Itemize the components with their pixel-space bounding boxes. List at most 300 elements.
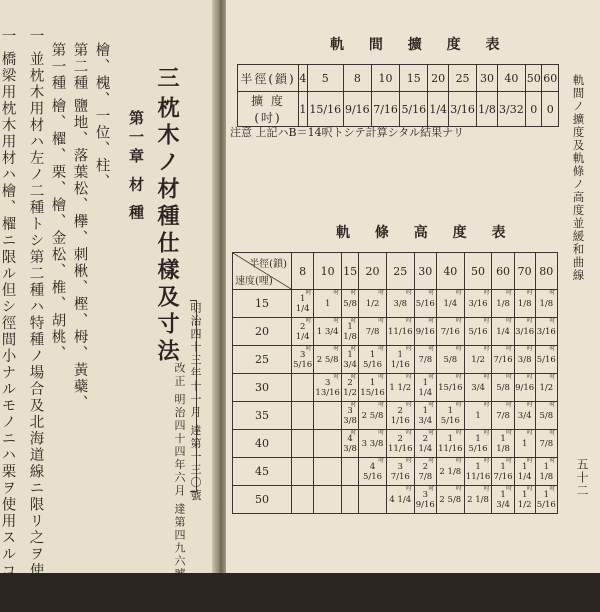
table1-value: 3/16 [448, 92, 476, 127]
table2-row [233, 374, 558, 402]
table2-value: 2 1/4 [295, 321, 310, 342]
table2-value: 1 15/16 [360, 377, 385, 398]
table2-cell [514, 318, 535, 346]
left-col-1: 一 橋梁用枕木用材ハ檜、櫂ニ限ル但シ徑間小ナルモノニハ栗ヲ使用スルコト [0, 28, 16, 596]
table2-unit-cap: 吋 [456, 290, 462, 296]
table2-value: 1 1/4 [517, 461, 532, 482]
table2-cell [436, 430, 464, 458]
table2-cell [314, 346, 342, 374]
table2-value: 5/16 [536, 354, 556, 365]
table2-unit-cap: 吋 [428, 346, 434, 352]
table2-cell [386, 486, 414, 514]
table2-value: 1/4 [443, 298, 458, 309]
table2-value: 1 [475, 410, 481, 421]
table1-radius: 50 [525, 65, 541, 92]
table2-unit-cap: 吋 [527, 430, 533, 436]
table2-radius: 15 [342, 253, 359, 290]
table2-cell [414, 402, 436, 430]
table2-cell [464, 318, 492, 346]
table2-value: 5/8 [343, 298, 357, 309]
table2-speed: 15 [233, 290, 292, 318]
table2-cell [514, 458, 535, 486]
table2-cell [292, 486, 314, 514]
table2-value: 15/16 [438, 382, 463, 393]
table2-unit-cap: 吋 [406, 430, 412, 436]
table2-cell [514, 374, 535, 402]
table2-cell [292, 346, 314, 374]
table1-radius: 10 [371, 65, 399, 92]
table2-row [233, 318, 558, 346]
table2-value: 7/16 [440, 326, 460, 337]
table2-value: 7/8 [539, 438, 554, 449]
table2-cell [292, 374, 314, 402]
table1-row1-label: 半徑(鎖) [238, 65, 299, 92]
table2-cell [414, 346, 436, 374]
table2-cell [436, 402, 464, 430]
table2-radius: 10 [314, 253, 342, 290]
table2-cell [386, 374, 414, 402]
table2-radius: 70 [514, 253, 535, 290]
table2-cell [359, 346, 387, 374]
table2-unit-cap: 吋 [378, 290, 384, 296]
left-page [0, 0, 220, 612]
table2-row [233, 290, 558, 318]
table2-unit-cap: 吋 [527, 402, 533, 408]
table2-cell [414, 486, 436, 514]
table2-unit-cap: 吋 [506, 290, 512, 296]
table2-value: 7/8 [496, 410, 510, 421]
table2-unit-cap: 吋 [406, 318, 412, 324]
table2-value: 1 5/16 [536, 489, 556, 510]
table2-unit-cap: 吋 [428, 290, 434, 296]
table2-cell [342, 374, 359, 402]
table2-unit-cap: 吋 [549, 290, 555, 296]
table2-cell [436, 374, 464, 402]
table2-unit-cap: 吋 [527, 486, 533, 492]
table2-cell [514, 290, 535, 318]
table2-unit-cap: 吋 [456, 486, 462, 492]
table2-cell [386, 318, 414, 346]
table1-value: 3/32 [497, 92, 525, 127]
table2-cell [342, 290, 359, 318]
table2-speed: 50 [233, 486, 292, 514]
table2-title: 軌 條 高 度 表 [336, 225, 516, 241]
table2-unit-cap: 吋 [456, 458, 462, 464]
table2-unit-cap: 吋 [406, 346, 412, 352]
table2-value: 1 1/4 [418, 377, 433, 398]
table2-value: 5/16 [468, 326, 488, 337]
table2-unit-cap: 吋 [483, 374, 490, 380]
table2-unit-cap: 吋 [406, 486, 412, 492]
table2-radius: 30 [414, 253, 436, 290]
table2-value: 3/8 [393, 298, 408, 309]
table2-unit-cap: 吋 [428, 486, 434, 492]
table2-value: 2 5/8 [361, 410, 384, 421]
table2-value: 1/2 [471, 354, 485, 365]
table2-value: 1 [324, 298, 331, 309]
table1-radius: 40 [497, 65, 525, 92]
table2-value: 3/16 [536, 326, 556, 337]
table2-cell [464, 430, 492, 458]
table2-value: 3 13/16 [315, 377, 340, 398]
gauge-widening-table [237, 64, 559, 127]
table2-unit-cap: 吋 [527, 374, 533, 380]
table2-value: 7/16 [493, 354, 513, 365]
table1-radius: 5 [307, 65, 343, 92]
table2-cell [359, 374, 387, 402]
table2-speed: 25 [233, 346, 292, 374]
table2-cell [314, 486, 342, 514]
table2-value: 2 1/2 [343, 377, 357, 398]
table2-value: 3/16 [468, 298, 488, 309]
table2-cell [464, 374, 492, 402]
table2-cell [492, 486, 514, 514]
table2-row [233, 486, 558, 514]
table2-speed: 35 [233, 402, 292, 430]
table2-value: 3 5/16 [293, 349, 313, 370]
table2-cell [492, 346, 514, 374]
table2-unit-cap: 吋 [350, 290, 357, 296]
table2-unit-cap: 吋 [378, 374, 384, 380]
table2-cell [436, 318, 464, 346]
table2-unit-cap: 吋 [483, 486, 490, 492]
table2-unit-cap: 吋 [305, 290, 312, 296]
section-title: 枕木ノ材種仕樣及寸法 [154, 96, 180, 366]
table2-cell [359, 318, 387, 346]
table2-unit-cap: 吋 [406, 402, 412, 408]
table2-cell [492, 374, 514, 402]
table2-cell [535, 318, 557, 346]
table2-cell [492, 290, 514, 318]
table1-value: 1/8 [477, 92, 498, 127]
table2-unit-cap: 吋 [350, 374, 357, 380]
table2-unit-cap: 吋 [527, 290, 533, 296]
table2-value: 1 1/8 [343, 321, 357, 342]
left-col-3: 第一種 檜、櫂、栗、檜、金松、椎、胡桃、 [49, 42, 66, 363]
table2-corner-radius-label: 半徑(鎖) [249, 259, 287, 270]
table2-unit-cap: 吋 [378, 346, 384, 352]
table2-unit-cap: 吋 [527, 318, 533, 324]
table2-value: 4 3/8 [343, 433, 357, 454]
table2-unit-cap: 吋 [378, 318, 384, 324]
table1-value: 1/4 [428, 92, 449, 127]
table2-cell [535, 374, 557, 402]
table2-cell [386, 458, 414, 486]
table2-value: 5/8 [443, 354, 458, 365]
table2-unit-cap: 吋 [456, 402, 462, 408]
table1-value: 5/16 [400, 92, 428, 127]
table2-value: 1 3/4 [316, 326, 339, 337]
table2-unit-cap: 吋 [350, 318, 357, 324]
table2-cell [492, 318, 514, 346]
table2-unit-cap: 吋 [506, 374, 512, 380]
table1-note: 注意 上記ハB＝14呎トシテ計算シタル結果ナリ [230, 126, 465, 139]
table2-cell [359, 486, 387, 514]
table2-cell [314, 290, 342, 318]
table2-unit-cap: 吋 [428, 374, 434, 380]
table2-unit-cap: 吋 [350, 430, 357, 436]
table1-radius: 60 [542, 65, 559, 92]
table2-radius: 60 [492, 253, 514, 290]
table2-cell [414, 374, 436, 402]
table2-value: 2 1/8 [439, 466, 462, 477]
table2-unit-cap: 吋 [549, 430, 555, 436]
table2-row [233, 430, 558, 458]
table2-value: 1 5/16 [468, 433, 488, 454]
table2-cell [535, 430, 557, 458]
left-col-2: 一 並枕木用材ハ左ノ二種トシ第二種ハ特種ノ場合及北海道線ニ限リ之ヲ使用ス [27, 28, 44, 612]
table2-unit-cap: 吋 [549, 374, 555, 380]
table2-unit-cap: 吋 [378, 458, 384, 464]
table2-value: 2 5/8 [316, 354, 339, 365]
table2-value: 1 3/4 [343, 349, 357, 370]
table2-value: 1/2 [365, 298, 380, 309]
table1-radius: 25 [448, 65, 476, 92]
table2-unit-cap: 吋 [378, 430, 384, 436]
table2-corner [233, 253, 292, 290]
page-number: 五十二 [575, 458, 589, 497]
table2-value: 2 5/8 [439, 494, 462, 505]
table2-unit-cap: 吋 [549, 486, 555, 492]
table2-value: 11/16 [388, 326, 413, 337]
table2-unit-cap: 吋 [506, 346, 512, 352]
table2-row [233, 458, 558, 486]
table2-cell [414, 458, 436, 486]
table1-value: 0 [525, 92, 541, 127]
table2-radius: 50 [464, 253, 492, 290]
table2-cell [514, 430, 535, 458]
table2-cell [386, 346, 414, 374]
table2-unit-cap: 吋 [333, 318, 340, 324]
table2-cell [464, 486, 492, 514]
table2-cell [359, 430, 387, 458]
table2-cell [342, 402, 359, 430]
table2-unit-cap: 吋 [527, 346, 533, 352]
chapter-heading: 第一章 材 種 [127, 110, 145, 224]
table2-cell [535, 290, 557, 318]
table2-cell [436, 486, 464, 514]
table2-unit-cap: 吋 [549, 402, 555, 408]
table2-unit-cap: 吋 [549, 346, 555, 352]
table1-radius: 20 [428, 65, 449, 92]
table2-value: 1 1/4 [295, 293, 310, 314]
table2-radius: 80 [535, 253, 557, 290]
table2-unit-cap: 吋 [350, 346, 357, 352]
table2-unit-cap: 吋 [483, 290, 490, 296]
table2-value: 3/4 [471, 382, 485, 393]
table2-cell [314, 318, 342, 346]
table2-unit-cap: 吋 [506, 318, 512, 324]
table2-cell [292, 458, 314, 486]
table2-unit-cap: 吋 [483, 458, 490, 464]
table1-value: 15/16 [307, 92, 343, 127]
table2-cell [464, 402, 492, 430]
table2-unit-cap: 吋 [428, 318, 434, 324]
table2-unit-cap: 吋 [456, 430, 462, 436]
table2-value: 1/2 [539, 382, 554, 393]
table2-radius: 8 [292, 253, 314, 290]
table2-unit-cap: 吋 [483, 346, 490, 352]
table2-value: 1 7/16 [493, 461, 513, 482]
table2-speed: 20 [233, 318, 292, 346]
table2-unit-cap: 吋 [428, 430, 434, 436]
table2-value: 1/8 [539, 298, 554, 309]
table2-unit-cap: 吋 [483, 402, 490, 408]
table2-unit-cap: 吋 [406, 290, 412, 296]
table1-value: 0 [542, 92, 559, 127]
table2-value: 2 1/16 [390, 405, 410, 426]
table2-cell [514, 346, 535, 374]
table2-value: 4 5/16 [362, 461, 383, 482]
table1-title: 軌 間 擴 度 表 [330, 37, 510, 53]
table2-unit-cap: 吋 [506, 402, 512, 408]
table2-cell [535, 458, 557, 486]
table2-value: 3/4 [517, 410, 532, 421]
table1-row2-label: 擴 度(吋) [238, 92, 299, 127]
table2-value: 5/8 [539, 410, 554, 421]
heading-note-2: 改正 明治四十四年六月 達第四九六號 [173, 362, 186, 581]
table1-value: 7/16 [371, 92, 399, 127]
table2-cell [386, 290, 414, 318]
table2-cell [342, 458, 359, 486]
table2-cell [314, 374, 342, 402]
table1-radius: 8 [343, 65, 371, 92]
table2-cell [492, 430, 514, 458]
table2-value: 7/8 [418, 354, 433, 365]
table2-unit-cap: 吋 [456, 374, 462, 380]
table2-cell [514, 486, 535, 514]
table2-unit-cap: 吋 [406, 374, 412, 380]
table2-cell [386, 402, 414, 430]
table2-cell [514, 402, 535, 430]
table2-radius: 40 [436, 253, 464, 290]
table2-cell [464, 290, 492, 318]
table2-cell [436, 458, 464, 486]
table2-value: 1/8 [517, 298, 532, 309]
table2-cell [492, 402, 514, 430]
table2-value: 1 3/4 [496, 489, 510, 510]
table2-cell [359, 290, 387, 318]
table2-cell [342, 318, 359, 346]
table2-corner-speed-label: 速度(哩) [235, 276, 273, 287]
table1-value: 9/16 [343, 92, 371, 127]
section-number: 三 [154, 66, 180, 93]
table2-row [233, 402, 558, 430]
table2-value: 1 3/4 [418, 405, 433, 426]
table2-unit-cap: 吋 [333, 290, 340, 296]
table2-cell [386, 430, 414, 458]
table2-unit-cap: 吋 [305, 346, 312, 352]
table1-radius: 4 [299, 65, 308, 92]
superelevation-table [232, 252, 558, 514]
table2-cell [314, 458, 342, 486]
table2-value: 3 7/16 [390, 461, 410, 482]
table2-value: 1 1/2 [517, 489, 532, 510]
table2-cell [359, 402, 387, 430]
table2-value: 2 1/8 [467, 494, 489, 505]
table2-value: 3/16 [515, 326, 535, 337]
table2-unit-cap: 吋 [333, 374, 340, 380]
table2-cell [292, 402, 314, 430]
table2-unit-cap: 吋 [506, 486, 512, 492]
table2-cell [414, 290, 436, 318]
table2-value: 5/16 [415, 298, 435, 309]
table2-cell [464, 346, 492, 374]
table2-unit-cap: 吋 [483, 318, 490, 324]
table2-cell [314, 402, 342, 430]
table2-unit-cap: 吋 [378, 402, 384, 408]
table2-unit-cap: 吋 [333, 346, 340, 352]
table2-value: 1 1/16 [390, 349, 410, 370]
table2-cell [492, 458, 514, 486]
table2-unit-cap: 吋 [483, 430, 490, 436]
table2-value: 9/16 [515, 382, 535, 393]
table2-value: 1/8 [496, 298, 510, 309]
page-running-title: 軌間ノ擴度及軌條ノ高度並緩和曲線 [571, 74, 586, 282]
table2-value: 3 9/16 [415, 489, 435, 510]
table2-value: 1 [521, 438, 528, 449]
table2-unit-cap: 吋 [428, 458, 434, 464]
table2-value: 1 5/16 [440, 405, 460, 426]
table2-value: 1/4 [496, 326, 510, 337]
table2-value: 7/8 [365, 326, 380, 337]
table2-unit-cap: 吋 [549, 458, 555, 464]
table2-unit-cap: 吋 [506, 458, 512, 464]
table2-value: 1 1/8 [496, 433, 510, 454]
table2-cell [535, 346, 557, 374]
table2-unit-cap: 吋 [527, 458, 533, 464]
table2-value: 5/8 [496, 382, 510, 393]
table2-cell [342, 346, 359, 374]
table2-value: 3/8 [517, 354, 532, 365]
table2-speed: 45 [233, 458, 292, 486]
table2-unit-cap: 吋 [549, 318, 555, 324]
table2-value: 1 11/16 [438, 433, 463, 454]
table2-cell [342, 430, 359, 458]
table2-unit-cap: 吋 [428, 402, 434, 408]
table2-value: 3 3/8 [361, 438, 384, 449]
table2-cell [436, 290, 464, 318]
table2-speed: 30 [233, 374, 292, 402]
table2-cell [314, 430, 342, 458]
table2-row [233, 346, 558, 374]
table2-cell [414, 318, 436, 346]
table1-radius: 30 [477, 65, 498, 92]
table2-cell [359, 458, 387, 486]
heading-note-1: 明治四十三年十一月 達第一三〇號 [189, 302, 202, 503]
table2-unit-cap: 吋 [406, 458, 412, 464]
table2-radius: 25 [386, 253, 414, 290]
table2-unit-cap: 吋 [350, 402, 357, 408]
table2-cell [464, 458, 492, 486]
table2-value: 1 11/16 [465, 461, 491, 482]
table2-unit-cap: 吋 [305, 318, 312, 324]
left-col-4: 第二種 鹽地、落葉松、欅、刺楸、樫、栂、黃蘗、 [71, 42, 88, 412]
table2-unit-cap: 吋 [506, 430, 512, 436]
table2-value: 9/16 [415, 326, 435, 337]
table2-cell [292, 318, 314, 346]
table2-cell [535, 402, 557, 430]
table2-cell [342, 486, 359, 514]
table2-cell [414, 430, 436, 458]
table2-cell [535, 486, 557, 514]
table1-value: 1 [299, 92, 308, 127]
table2-cell [436, 346, 464, 374]
table2-unit-cap: 吋 [456, 346, 462, 352]
table2-value: 2 1/4 [418, 433, 433, 454]
table1-radius: 15 [400, 65, 428, 92]
table2-value: 1 1/8 [539, 461, 554, 482]
